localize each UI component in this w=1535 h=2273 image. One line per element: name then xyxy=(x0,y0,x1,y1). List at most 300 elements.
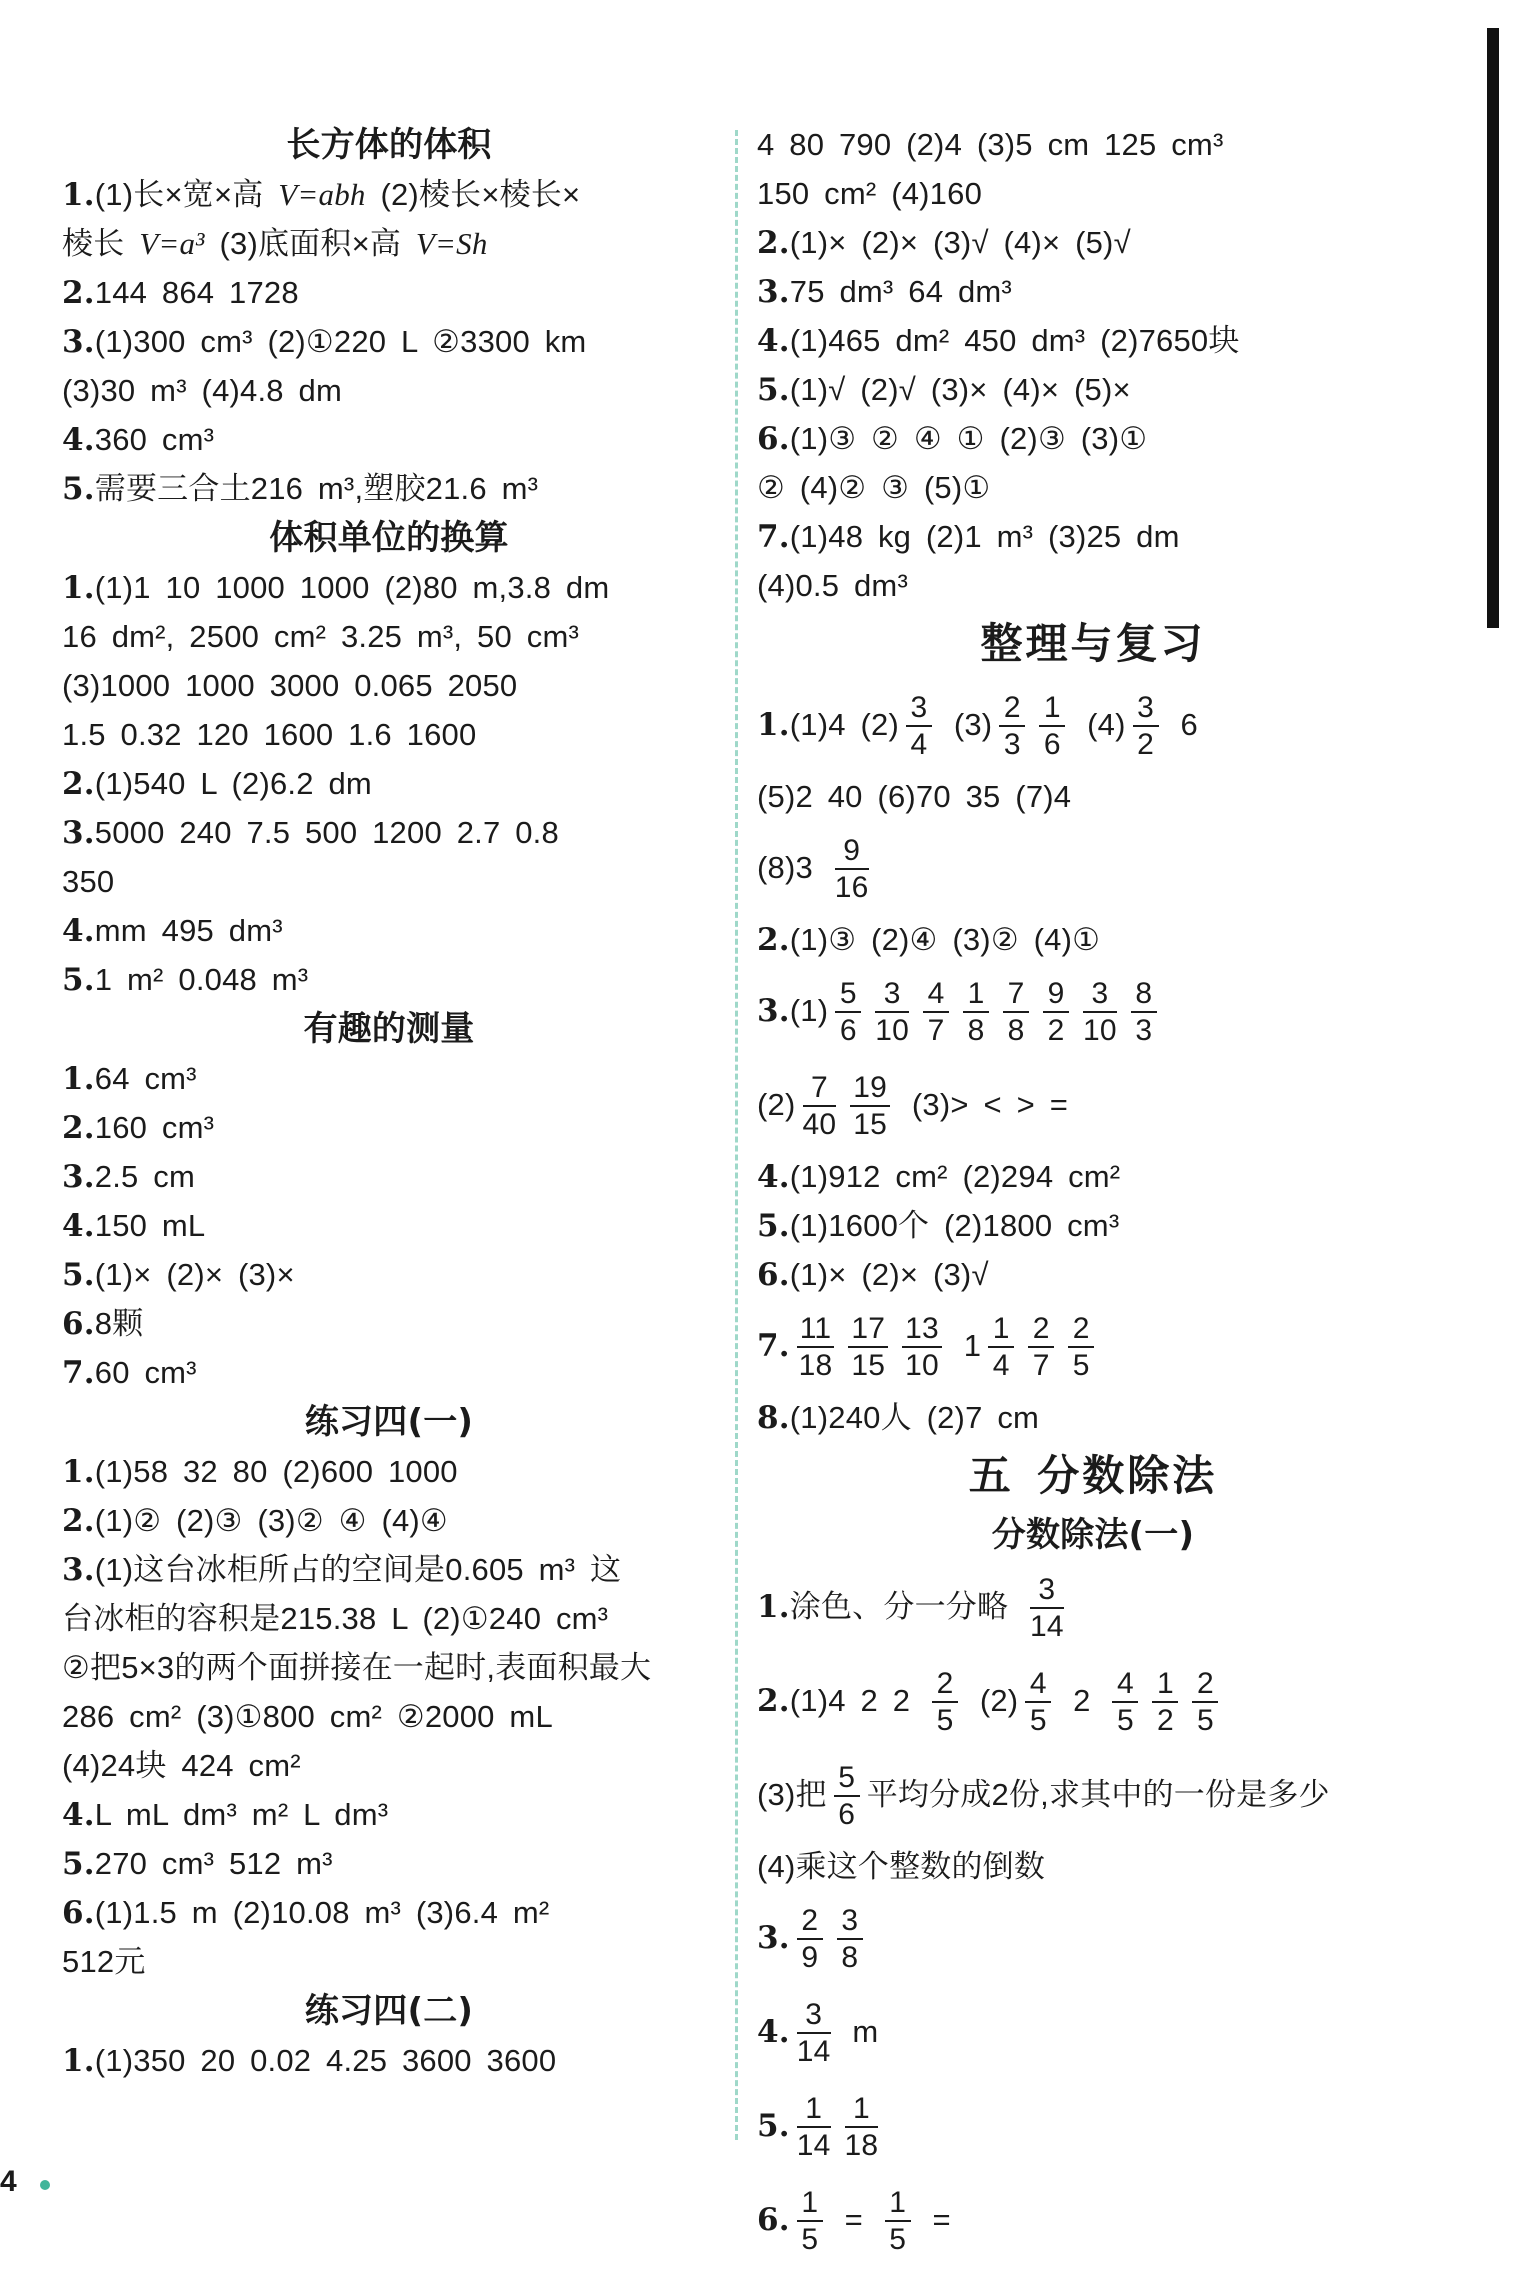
answer-text: 16 dm², 2500 cm² 3.25 m³, 50 cm³ xyxy=(62,619,580,654)
column-divider xyxy=(735,130,738,2140)
answer-line xyxy=(757,1985,1429,2079)
answer-line xyxy=(62,1054,716,1103)
item-number: 6. xyxy=(62,1895,95,1931)
fraction-numerator: 2 xyxy=(797,1906,823,1940)
answer-text: 150 cm² (4)160 xyxy=(757,176,983,211)
fraction-numerator: 3 xyxy=(1030,1575,1064,1609)
answer-text: 360 cm³ xyxy=(94,422,215,457)
fraction-denominator: 16 xyxy=(834,870,869,904)
item-number: 1. xyxy=(62,2043,95,2079)
answer-text: 75 dm³ 64 dm³ xyxy=(789,274,1012,309)
fraction-denominator: 5 xyxy=(936,1703,954,1737)
answer-text: 350 xyxy=(62,864,115,899)
answer-text: (1)58 32 80 (2)600 1000 xyxy=(94,1454,458,1489)
fraction-numerator: 3 xyxy=(1083,979,1117,1013)
answer-line xyxy=(757,1250,1429,1299)
answer-text: = xyxy=(829,2202,878,2237)
answer-line xyxy=(62,661,716,710)
section-heading: 有趣的测量 xyxy=(303,1009,475,1049)
fraction-numerator: 1 xyxy=(797,2188,823,2222)
item-number: 1. xyxy=(757,707,790,743)
answer-line xyxy=(62,1152,716,1201)
fraction-denominator: 15 xyxy=(851,1348,886,1382)
answer-text: mm 495 dm³ xyxy=(94,913,283,948)
answer-line xyxy=(757,1560,1429,1654)
fraction-numerator: 2 xyxy=(932,1669,958,1703)
answer-text: (3) xyxy=(939,707,993,742)
answer-text: (3)把 xyxy=(757,1777,827,1812)
answer-text: (3)> < > = xyxy=(897,1087,1069,1122)
fraction-numerator: 13 xyxy=(902,1314,942,1348)
item-number: 4. xyxy=(757,2014,790,2050)
fraction-numerator: 5 xyxy=(835,979,861,1013)
fraction-numerator: 4 xyxy=(923,979,949,1013)
item-number: 2. xyxy=(62,766,95,802)
answer-text: (1)× (2)× (3)√ xyxy=(789,1257,989,1292)
answer-text: (1)300 cm³ (2)①220 L ②3300 km xyxy=(94,324,587,359)
answer-text: (2) xyxy=(757,1087,796,1122)
section-heading: 练习四(一) xyxy=(304,1402,474,1442)
answer-text: (3)30 m³ (4)4.8 dm xyxy=(62,373,342,408)
fraction xyxy=(797,2094,831,2161)
item-number: 1. xyxy=(62,1061,95,1097)
item-number: 2. xyxy=(757,922,790,958)
fraction-numerator: 3 xyxy=(1133,693,1159,727)
fraction xyxy=(797,2000,831,2067)
fraction-numerator: 9 xyxy=(1043,979,1069,1013)
answer-line xyxy=(62,1741,716,1790)
answer-line xyxy=(62,1888,716,1937)
fraction-denominator: 5 xyxy=(1072,1348,1090,1382)
item-number: 4. xyxy=(62,1208,95,1244)
fraction-denominator: 5 xyxy=(889,2222,907,2256)
answer-text: 台冰柜的容积是215.38 L (2)①240 cm³ xyxy=(62,1601,609,1636)
answer-line xyxy=(757,512,1429,561)
fraction xyxy=(850,1073,890,1140)
fraction-denominator: 4 xyxy=(910,727,928,761)
item-number: 8. xyxy=(757,1400,790,1436)
fraction-denominator: 7 xyxy=(927,1013,945,1047)
fraction xyxy=(1083,979,1117,1046)
item-number: 5. xyxy=(757,1208,790,1244)
answer-text: 1 xyxy=(948,1328,982,1363)
fraction xyxy=(963,979,989,1046)
item-number: 2. xyxy=(62,1110,95,1146)
answer-text: 1 m² 0.048 m³ xyxy=(94,962,309,997)
item-number: 2. xyxy=(62,1503,95,1539)
fraction-numerator: 1 xyxy=(1039,693,1065,727)
fraction-numerator: 2 xyxy=(999,693,1025,727)
fraction-denominator: 15 xyxy=(853,1107,888,1141)
fraction xyxy=(875,979,909,1046)
item-number: 6. xyxy=(62,1306,95,1342)
answer-text: (4)乘这个整数的倒数 xyxy=(757,1849,1046,1884)
section-heading: 五 分数除法 xyxy=(968,1451,1218,1500)
fraction xyxy=(835,979,861,1046)
answer-line xyxy=(62,1937,716,1986)
fraction-numerator: 19 xyxy=(850,1073,890,1107)
answer-line xyxy=(757,1299,1429,1393)
fraction-denominator: 14 xyxy=(1029,1609,1064,1643)
answer-line xyxy=(757,1891,1429,1985)
fraction-denominator: 5 xyxy=(1196,1703,1214,1737)
answer-line xyxy=(757,218,1429,267)
answer-text: (2)棱长×棱长× xyxy=(365,177,581,212)
item-number: 3. xyxy=(62,1159,95,1195)
answer-line xyxy=(757,2173,1429,2267)
answer-text: (1)√ (2)√ (3)× (4)× (5)× xyxy=(789,372,1131,407)
answer-line xyxy=(757,414,1429,463)
answer-line xyxy=(757,316,1429,365)
fraction-numerator: 5 xyxy=(834,1763,860,1797)
fraction-numerator: 1 xyxy=(1152,1669,1178,1703)
answer-line xyxy=(62,1692,716,1741)
answer-line xyxy=(62,366,716,415)
answer-line xyxy=(62,612,716,661)
formula: V=abh xyxy=(278,177,366,212)
item-number: 5. xyxy=(62,1846,95,1882)
answer-line xyxy=(757,821,1429,915)
answer-text: (1)1.5 m (2)10.08 m³ (3)6.4 m² xyxy=(94,1895,550,1930)
fraction-denominator: 8 xyxy=(967,1013,985,1047)
fraction-denominator: 2 xyxy=(1137,727,1155,761)
fraction-numerator: 7 xyxy=(1003,979,1029,1013)
answer-line xyxy=(757,1058,1429,1152)
fraction xyxy=(906,693,932,760)
answer-line xyxy=(62,955,716,1004)
answer-line xyxy=(62,1201,716,1250)
item-number: 3. xyxy=(62,815,95,851)
answer-text: 平均分成2份,求其中的一份是多少 xyxy=(866,1777,1330,1812)
fraction xyxy=(1025,1669,1051,1736)
fraction-numerator: 2 xyxy=(1028,1314,1054,1348)
item-number: 1. xyxy=(62,1454,95,1490)
answer-line xyxy=(757,1748,1429,1842)
answer-text: (1)× (2)× (3)√ (4)× (5)√ xyxy=(789,225,1131,260)
answer-text: 160 cm³ xyxy=(94,1110,215,1145)
answer-line xyxy=(62,1496,716,1545)
answer-text: (1)912 cm² (2)294 cm² xyxy=(789,1159,1121,1194)
item-number: 5. xyxy=(757,2108,790,2144)
fraction-numerator: 3 xyxy=(906,693,932,727)
answer-line xyxy=(757,772,1429,821)
item-number: 7. xyxy=(757,1328,790,1364)
fraction-numerator: 1 xyxy=(963,979,989,1013)
fraction xyxy=(1131,979,1157,1046)
item-number: 3. xyxy=(62,1552,95,1588)
left-column xyxy=(62,120,716,2085)
answer-line xyxy=(62,1594,716,1643)
fraction-denominator: 5 xyxy=(1029,1703,1047,1737)
answer-line xyxy=(62,1545,716,1594)
item-number: 3. xyxy=(757,274,790,310)
answer-text: ② (4)② ③ (5)① xyxy=(757,470,991,505)
answer-line xyxy=(62,1348,716,1397)
answer-text: (1)350 20 0.02 4.25 3600 3600 xyxy=(94,2043,557,2078)
fraction-denominator: 14 xyxy=(796,2034,831,2068)
item-number: 5. xyxy=(757,372,790,408)
fraction-denominator: 14 xyxy=(796,2128,831,2162)
answer-text: (1)465 dm² 450 dm³ (2)7650块 xyxy=(789,323,1240,358)
fraction xyxy=(1039,693,1065,760)
answer-line xyxy=(757,2079,1429,2173)
answer-text: (1)4 2 2 xyxy=(789,1683,926,1718)
formula: V=Sh xyxy=(415,226,488,261)
answer-text: (1)540 L (2)6.2 dm xyxy=(94,766,372,801)
answer-line xyxy=(62,268,716,317)
fraction xyxy=(797,1906,823,1973)
item-number: 5. xyxy=(62,962,95,998)
answer-text: 64 cm³ xyxy=(94,1061,197,1096)
fraction xyxy=(988,1314,1014,1381)
fraction-denominator: 3 xyxy=(1003,727,1021,761)
item-number: 6. xyxy=(757,2202,790,2238)
item-number: 4. xyxy=(757,323,790,359)
answer-text: (1)48 kg (2)1 m³ (3)25 dm xyxy=(789,519,1180,554)
fraction xyxy=(1043,979,1069,1046)
fraction-numerator: 1 xyxy=(885,2188,911,2222)
fraction-numerator: 2 xyxy=(1192,1669,1218,1703)
item-number: 7. xyxy=(757,519,790,555)
answer-line xyxy=(62,464,716,513)
answer-text: (1)③ (2)④ (3)② (4)① xyxy=(789,922,1101,957)
item-number: 6. xyxy=(757,1257,790,1293)
fraction-numerator: 3 xyxy=(797,2000,831,2034)
fraction xyxy=(923,979,949,1046)
fraction xyxy=(902,1314,942,1381)
fraction xyxy=(1152,1669,1178,1736)
item-number: 1. xyxy=(62,570,95,606)
fraction xyxy=(1112,1669,1138,1736)
section-heading: 整理与复习 xyxy=(980,619,1206,668)
answer-text: (5)2 40 (6)70 35 (7)4 xyxy=(757,779,1072,814)
fraction xyxy=(1028,1314,1054,1381)
fraction xyxy=(932,1669,958,1736)
answer-line xyxy=(757,964,1429,1058)
answer-line xyxy=(62,857,716,906)
answer-line xyxy=(757,267,1429,316)
answer-line xyxy=(62,170,716,219)
answer-text: L mL dm³ m² L dm³ xyxy=(94,1797,389,1832)
fraction xyxy=(999,693,1025,760)
fraction-denominator: 10 xyxy=(905,1348,939,1382)
answer-text: 1.5 0.32 120 1600 1.6 1600 xyxy=(62,717,477,752)
fraction-numerator: 4 xyxy=(1112,1669,1138,1703)
answer-text: = xyxy=(917,2202,951,2237)
page-number: 4 xyxy=(0,2165,17,2198)
answer-line xyxy=(757,365,1429,414)
item-number: 3. xyxy=(757,993,790,1029)
page-dot-decoration xyxy=(40,2180,50,2190)
answer-line xyxy=(757,1152,1429,1201)
answer-text: 512元 xyxy=(62,1944,146,1979)
answer-text: 60 cm³ xyxy=(94,1355,197,1390)
fraction-denominator: 9 xyxy=(801,1940,819,1974)
item-number: 5. xyxy=(62,471,95,507)
fraction xyxy=(1030,1575,1064,1642)
answer-text: (3)1000 1000 3000 0.065 2050 xyxy=(62,668,518,703)
fraction-denominator: 4 xyxy=(992,1348,1010,1382)
fraction-denominator: 40 xyxy=(802,1107,837,1141)
fraction-denominator: 2 xyxy=(1156,1703,1174,1737)
answer-text: 涂色、分一分略 xyxy=(789,1589,1023,1624)
fraction-denominator: 2 xyxy=(1047,1013,1065,1047)
item-number: 1. xyxy=(757,1589,790,1625)
answer-text: 2 xyxy=(1058,1683,1106,1718)
fraction xyxy=(1003,979,1029,1046)
fraction xyxy=(834,1763,860,1830)
fraction xyxy=(1192,1669,1218,1736)
answer-text: 8颗 xyxy=(94,1306,144,1341)
answer-text: 2.5 cm xyxy=(94,1159,195,1194)
answer-text: 144 864 1728 xyxy=(94,275,299,310)
answer-line xyxy=(62,1447,716,1496)
answer-line xyxy=(62,563,716,612)
fraction-denominator: 5 xyxy=(801,2222,819,2256)
answer-text: (1)4 (2) xyxy=(789,707,899,742)
answer-line xyxy=(62,808,716,857)
answer-line xyxy=(62,1299,716,1348)
item-number: 7. xyxy=(62,1355,95,1391)
answer-line xyxy=(757,120,1429,169)
fraction-denominator: 5 xyxy=(1116,1703,1134,1737)
answer-text: (8)3 xyxy=(757,850,828,885)
fraction-numerator: 11 xyxy=(797,1314,835,1348)
fraction-denominator: 6 xyxy=(1043,727,1061,761)
fraction-numerator: 1 xyxy=(845,2094,879,2128)
item-number: 3. xyxy=(62,324,95,360)
answer-line xyxy=(757,561,1429,610)
answer-text: 棱长 xyxy=(62,226,140,261)
answer-line xyxy=(62,317,716,366)
answer-text: (1) xyxy=(789,993,829,1028)
item-number: 6. xyxy=(757,421,790,457)
answer-text: (4)24块 424 cm² xyxy=(62,1748,301,1783)
fraction-denominator: 18 xyxy=(798,1348,833,1382)
answer-text: 270 cm³ 512 m³ xyxy=(94,1846,333,1881)
answer-line xyxy=(757,169,1429,218)
fraction xyxy=(885,2188,911,2255)
answer-line xyxy=(62,415,716,464)
answer-line xyxy=(62,1103,716,1152)
fraction-numerator: 8 xyxy=(1131,979,1157,1013)
fraction-denominator: 8 xyxy=(841,1940,859,1974)
fraction xyxy=(835,836,869,903)
answer-text: (2) xyxy=(965,1683,1019,1718)
answer-text: (1)1 10 1000 1000 (2)80 m,3.8 dm xyxy=(94,570,610,605)
answer-line xyxy=(62,906,716,955)
answer-text: (1)这台冰柜所占的空间是0.605 m³ 这 xyxy=(94,1552,622,1587)
answer-text: (4) xyxy=(1072,707,1126,742)
fraction-denominator: 3 xyxy=(1135,1013,1153,1047)
fraction-numerator: 1 xyxy=(797,2094,831,2128)
section-heading: 体积单位的换算 xyxy=(269,518,509,558)
item-number: 2. xyxy=(757,225,790,261)
answer-line xyxy=(757,1201,1429,1250)
fraction-numerator: 3 xyxy=(875,979,909,1013)
fraction xyxy=(845,2094,879,2161)
answer-line xyxy=(62,1790,716,1839)
answer-line xyxy=(757,678,1429,772)
item-number: 1. xyxy=(62,177,95,213)
item-number: 4. xyxy=(62,1797,95,1833)
fraction-denominator: 10 xyxy=(875,1013,910,1047)
answer-line xyxy=(62,1839,716,1888)
answer-text: ②把5×3的两个面拼接在一起时,表面积最大 xyxy=(62,1650,652,1685)
answer-line xyxy=(757,1654,1429,1748)
fraction-numerator: 3 xyxy=(837,1906,863,1940)
answer-line xyxy=(62,1643,716,1692)
answer-text: (1)③ ② ④ ① (2)③ (3)① xyxy=(789,421,1148,456)
answer-text: (1)② (2)③ (3)② ④ (4)④ xyxy=(94,1503,448,1538)
answer-text: (4)0.5 dm³ xyxy=(757,568,908,603)
fraction-numerator: 2 xyxy=(1068,1314,1094,1348)
fraction xyxy=(837,1906,863,1973)
answer-line xyxy=(757,1393,1429,1442)
page-edge-bar xyxy=(1487,28,1499,628)
item-number: 4. xyxy=(62,422,95,458)
fraction xyxy=(848,1314,888,1381)
answer-line xyxy=(62,759,716,808)
fraction-denominator: 8 xyxy=(1007,1013,1025,1047)
item-number: 2. xyxy=(62,275,95,311)
fraction xyxy=(1133,693,1159,760)
fraction-denominator: 6 xyxy=(839,1013,857,1047)
answer-text: (1)长×宽×高 xyxy=(94,177,279,212)
right-column xyxy=(757,120,1429,2267)
section-heading: 练习四(二) xyxy=(304,1991,474,2031)
item-number: 5. xyxy=(62,1257,95,1293)
item-number: 4. xyxy=(62,913,95,949)
answer-text: m xyxy=(837,2014,879,2049)
answer-text: 6 xyxy=(1165,707,1198,742)
fraction-denominator: 18 xyxy=(844,2128,879,2162)
fraction-denominator: 6 xyxy=(838,1797,856,1831)
fraction-numerator: 17 xyxy=(848,1314,888,1348)
fraction-numerator: 1 xyxy=(988,1314,1014,1348)
answer-line xyxy=(757,1842,1429,1891)
answer-text: 150 mL xyxy=(94,1208,206,1243)
formula: V=a³ xyxy=(139,226,205,261)
answer-line xyxy=(757,463,1429,512)
fraction-numerator: 7 xyxy=(803,1073,837,1107)
answer-text: 4 80 790 (2)4 (3)5 cm 125 cm³ xyxy=(757,127,1224,162)
fraction-denominator: 10 xyxy=(1083,1013,1117,1047)
answer-text: 需要三合土216 m³,塑胶21.6 m³ xyxy=(94,471,539,506)
item-number: 2. xyxy=(757,1683,790,1719)
fraction xyxy=(797,1314,835,1381)
fraction xyxy=(1068,1314,1094,1381)
answer-line xyxy=(62,710,716,759)
answer-text: (1)× (2)× (3)× xyxy=(94,1257,295,1292)
answer-line xyxy=(62,219,716,268)
fraction-numerator: 4 xyxy=(1025,1669,1051,1703)
answer-text: (3)底面积×高 xyxy=(204,226,416,261)
item-number: 3. xyxy=(757,1920,790,1956)
fraction-numerator: 9 xyxy=(835,836,869,870)
answer-line xyxy=(62,1250,716,1299)
answer-text: (1)1600个 (2)1800 cm³ xyxy=(789,1208,1120,1243)
answer-text: 286 cm² (3)①800 cm² ②2000 mL xyxy=(62,1699,553,1734)
answer-line xyxy=(757,915,1429,964)
section-heading: 分数除法(一) xyxy=(991,1515,1195,1555)
answer-text: 5000 240 7.5 500 1200 2.7 0.8 xyxy=(94,815,559,850)
item-number: 4. xyxy=(757,1159,790,1195)
answer-line xyxy=(62,2036,716,2085)
fraction-denominator: 7 xyxy=(1032,1348,1050,1382)
fraction xyxy=(803,1073,837,1140)
section-heading: 长方体的体积 xyxy=(286,125,492,165)
